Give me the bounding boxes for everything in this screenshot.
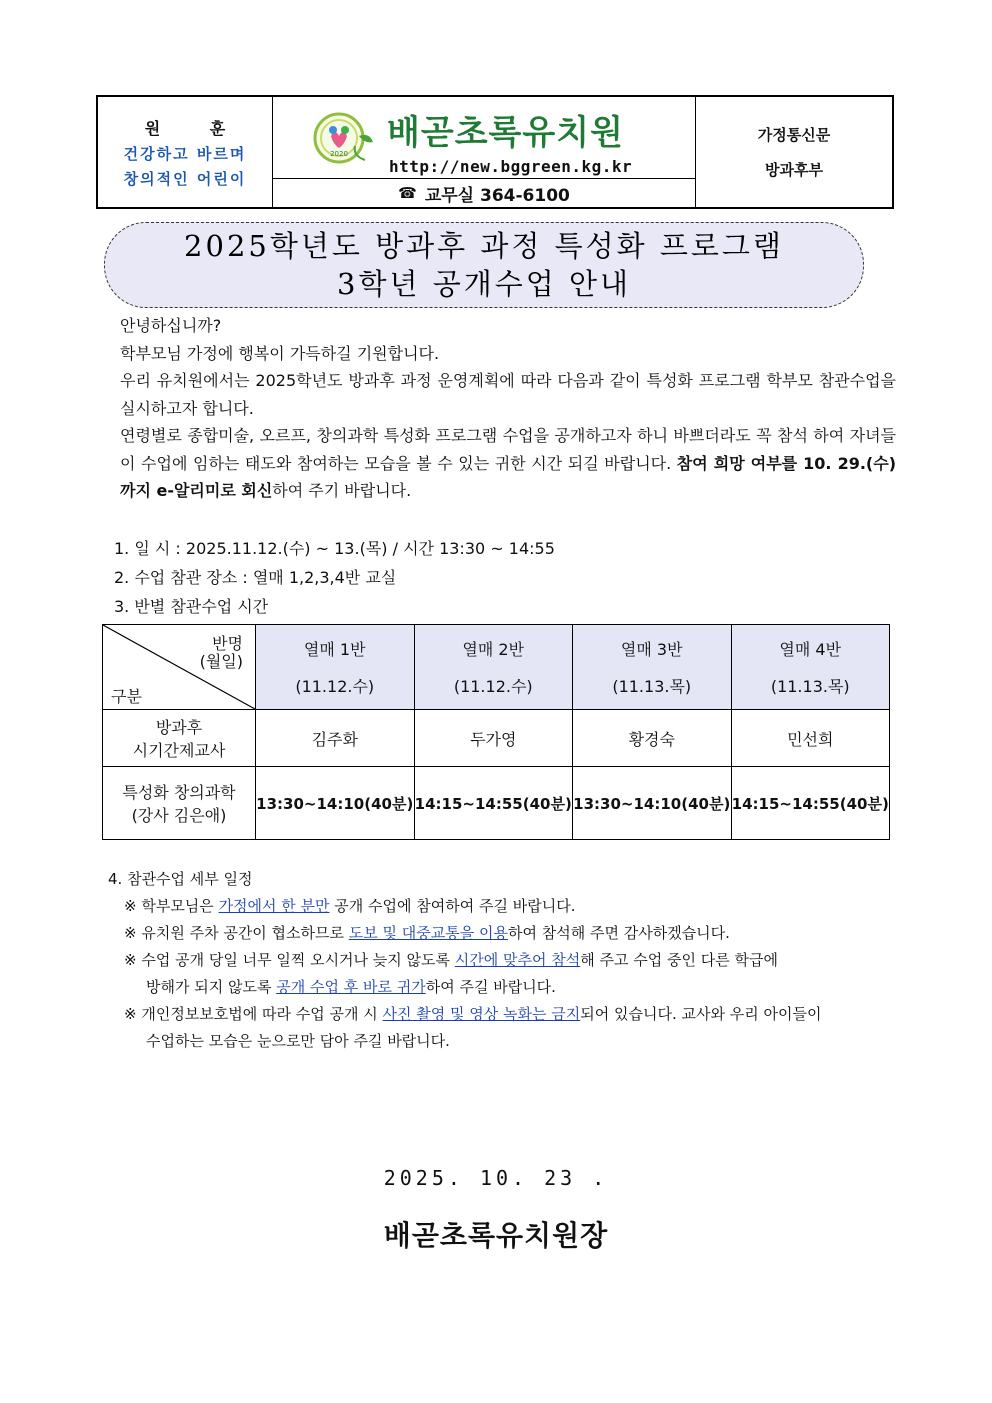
row-label (103, 767, 256, 840)
note-emphasis: 도보 및 대중교통을 이용 (348, 924, 508, 942)
note-4-cont: 수업하는 모습은 눈으로만 담아 주길 바랍니다. (146, 1032, 450, 1050)
title-line-1: 2025학년도 방과후 과정 특성화 프로그램 (184, 229, 784, 263)
time-cell (256, 767, 415, 840)
school-info (273, 97, 696, 207)
info-items (114, 534, 555, 621)
class-name: 열매 3반 (620, 640, 683, 659)
request-end: 하여 주기 바랍니다. (272, 481, 412, 500)
intro-text (120, 312, 896, 505)
phone-icon: ☎ (398, 184, 417, 202)
time-value: 13:30~14:10(40분) (256, 794, 414, 813)
row-label-1: 특성화 창의과학 (122, 783, 236, 802)
row-label-2: 시기간제교사 (132, 741, 226, 760)
issue-date: 2025. 10. 23 . (383, 1166, 609, 1190)
doc-type-box (696, 97, 892, 207)
time-value: 14:15~14:55(40분) (731, 794, 889, 813)
corner-top-2: (월일) (199, 652, 243, 671)
class-header (414, 625, 573, 710)
class-name: 열매 2반 (462, 640, 525, 659)
note-4 (108, 1001, 898, 1028)
wish: 학부모님 가정에 행복이 가득하길 기원합니다. (120, 343, 440, 363)
phone-number: 교무실 364-6100 (424, 185, 570, 206)
details-section (108, 866, 898, 1055)
corner-cell (103, 625, 256, 710)
row-label-1: 방과후 (155, 718, 203, 737)
note-2 (108, 920, 898, 947)
letterhead (96, 95, 894, 209)
school-brand (273, 97, 695, 178)
class-date: (11.12.수) (453, 677, 533, 696)
note-text: ※ 유치원 주차 공간이 협소하므로 (124, 924, 349, 942)
motto-line-1: 건강하고 바르며 (123, 144, 247, 163)
purpose: 우리 유치원에서는 2025학년도 방과후 과정 운영계획에 따라 다음과 같이 특성화 프로그램 학부모 참관수업을 실시하고자 합니다. (120, 371, 896, 418)
note-text: ※ 학부모님은 (124, 897, 219, 915)
svg-text:2020: 2020 (330, 149, 348, 158)
table-row (103, 767, 890, 840)
item-date: 1. 일 시 : 2025.11.12.(수) ~ 13.(목) / 시간 13:30 ~ 14:55 (114, 539, 555, 558)
time-value: 13:30~14:10(40분) (573, 794, 731, 813)
table-header-row (103, 625, 890, 710)
table-row (103, 710, 890, 767)
corner-bottom-label: 구분 (111, 687, 142, 706)
item-schedule: 3. 반별 참관수업 시간 (114, 597, 269, 616)
class-date: (11.13.목) (770, 677, 850, 696)
row-label (103, 710, 256, 767)
note-text: ※ 개인정보보호법에 따라 수업 공개 시 (124, 1005, 383, 1023)
motto-title: 원 훈 (144, 118, 248, 138)
greeting: 안녕하십니까? (120, 316, 222, 335)
school-url[interactable]: http://new.bggreen.kg.kr (389, 157, 633, 176)
corner-top-label (200, 635, 243, 671)
item-place: 2. 수업 참관 장소 : 열매 1,2,3,4반 교실 (114, 568, 397, 587)
note-text: 하여 참석해 주면 감사하겠습니다. (508, 924, 730, 942)
teacher-cell: 민선희 (731, 710, 890, 767)
note-emphasis: 공개 수업 후 바로 귀가 (276, 978, 426, 996)
signature: 배곧초록유치원장 (383, 1219, 609, 1252)
class-date: (11.12.수) (295, 677, 375, 696)
request (120, 422, 896, 505)
note-emphasis: 시간에 맞추어 참석 (454, 951, 581, 969)
doc-type: 가정통신문 (757, 126, 831, 144)
note-3 (108, 947, 898, 974)
teacher-cell: 김주화 (256, 710, 415, 767)
department: 방과후부 (765, 161, 823, 179)
motto-box (98, 97, 273, 207)
time-cell (414, 767, 573, 840)
class-name: 열매 1반 (303, 640, 366, 659)
class-header (573, 625, 732, 710)
teacher-cell: 황경숙 (573, 710, 732, 767)
request-text: 연령별로 종합미술, 오르프, 창의과학 특성화 프로그램 수업을 공개하고자 하니 바쁘더라도 꼭 참석 하여 자녀들이 수업에 임하는 태도와 참여하는 모습을 볼 수 있는 귀한 시간 되길 바랍니다. (120, 426, 896, 473)
note-emphasis: 사진 촬영 및 영상 녹화는 금지 (382, 1005, 581, 1023)
time-cell (731, 767, 890, 840)
school-name: 배곧초록유치원 (387, 113, 624, 153)
time-cell (573, 767, 732, 840)
phone-line (273, 178, 695, 207)
time-value: 14:15~14:55(40분) (414, 794, 572, 813)
note-text: 되어 있습니다. 교사와 우리 아이들이 (580, 1005, 822, 1023)
note-text: ※ 수업 공개 당일 너무 일찍 오시거나 늦지 않도록 (124, 951, 455, 969)
class-name: 열매 4반 (779, 640, 842, 659)
title-banner (104, 222, 864, 308)
reply-deadline: 참여 희망 여부를 10. 29.(수)까지 e-알리미로 회신 (120, 453, 897, 500)
class-header (731, 625, 890, 710)
title-line-2: 3학년 공개수업 안내 (337, 267, 631, 301)
row-label-2: (강사 김은애) (131, 806, 227, 825)
teacher-cell: 두가영 (414, 710, 573, 767)
note-emphasis: 가정에서 한 분만 (218, 897, 330, 915)
note-text: 방해가 되지 않도록 (146, 978, 277, 996)
class-header (256, 625, 415, 710)
note-text: 공개 수업에 참여하여 주길 바랍니다. (329, 897, 576, 915)
note-text: 하여 주길 바랍니다. (425, 978, 556, 996)
school-logo-icon (311, 106, 375, 170)
class-date: (11.13.목) (612, 677, 692, 696)
section-title: 4. 참관수업 세부 일정 (108, 870, 253, 888)
note-3-cont (108, 974, 898, 1001)
corner-top-1: 반명 (212, 634, 243, 653)
motto-line-2: 창의적인 어린이 (123, 169, 247, 188)
note-1 (108, 893, 898, 920)
note-text: 해 주고 수업 중인 다른 학급에 (580, 951, 778, 969)
schedule-table (102, 624, 890, 840)
